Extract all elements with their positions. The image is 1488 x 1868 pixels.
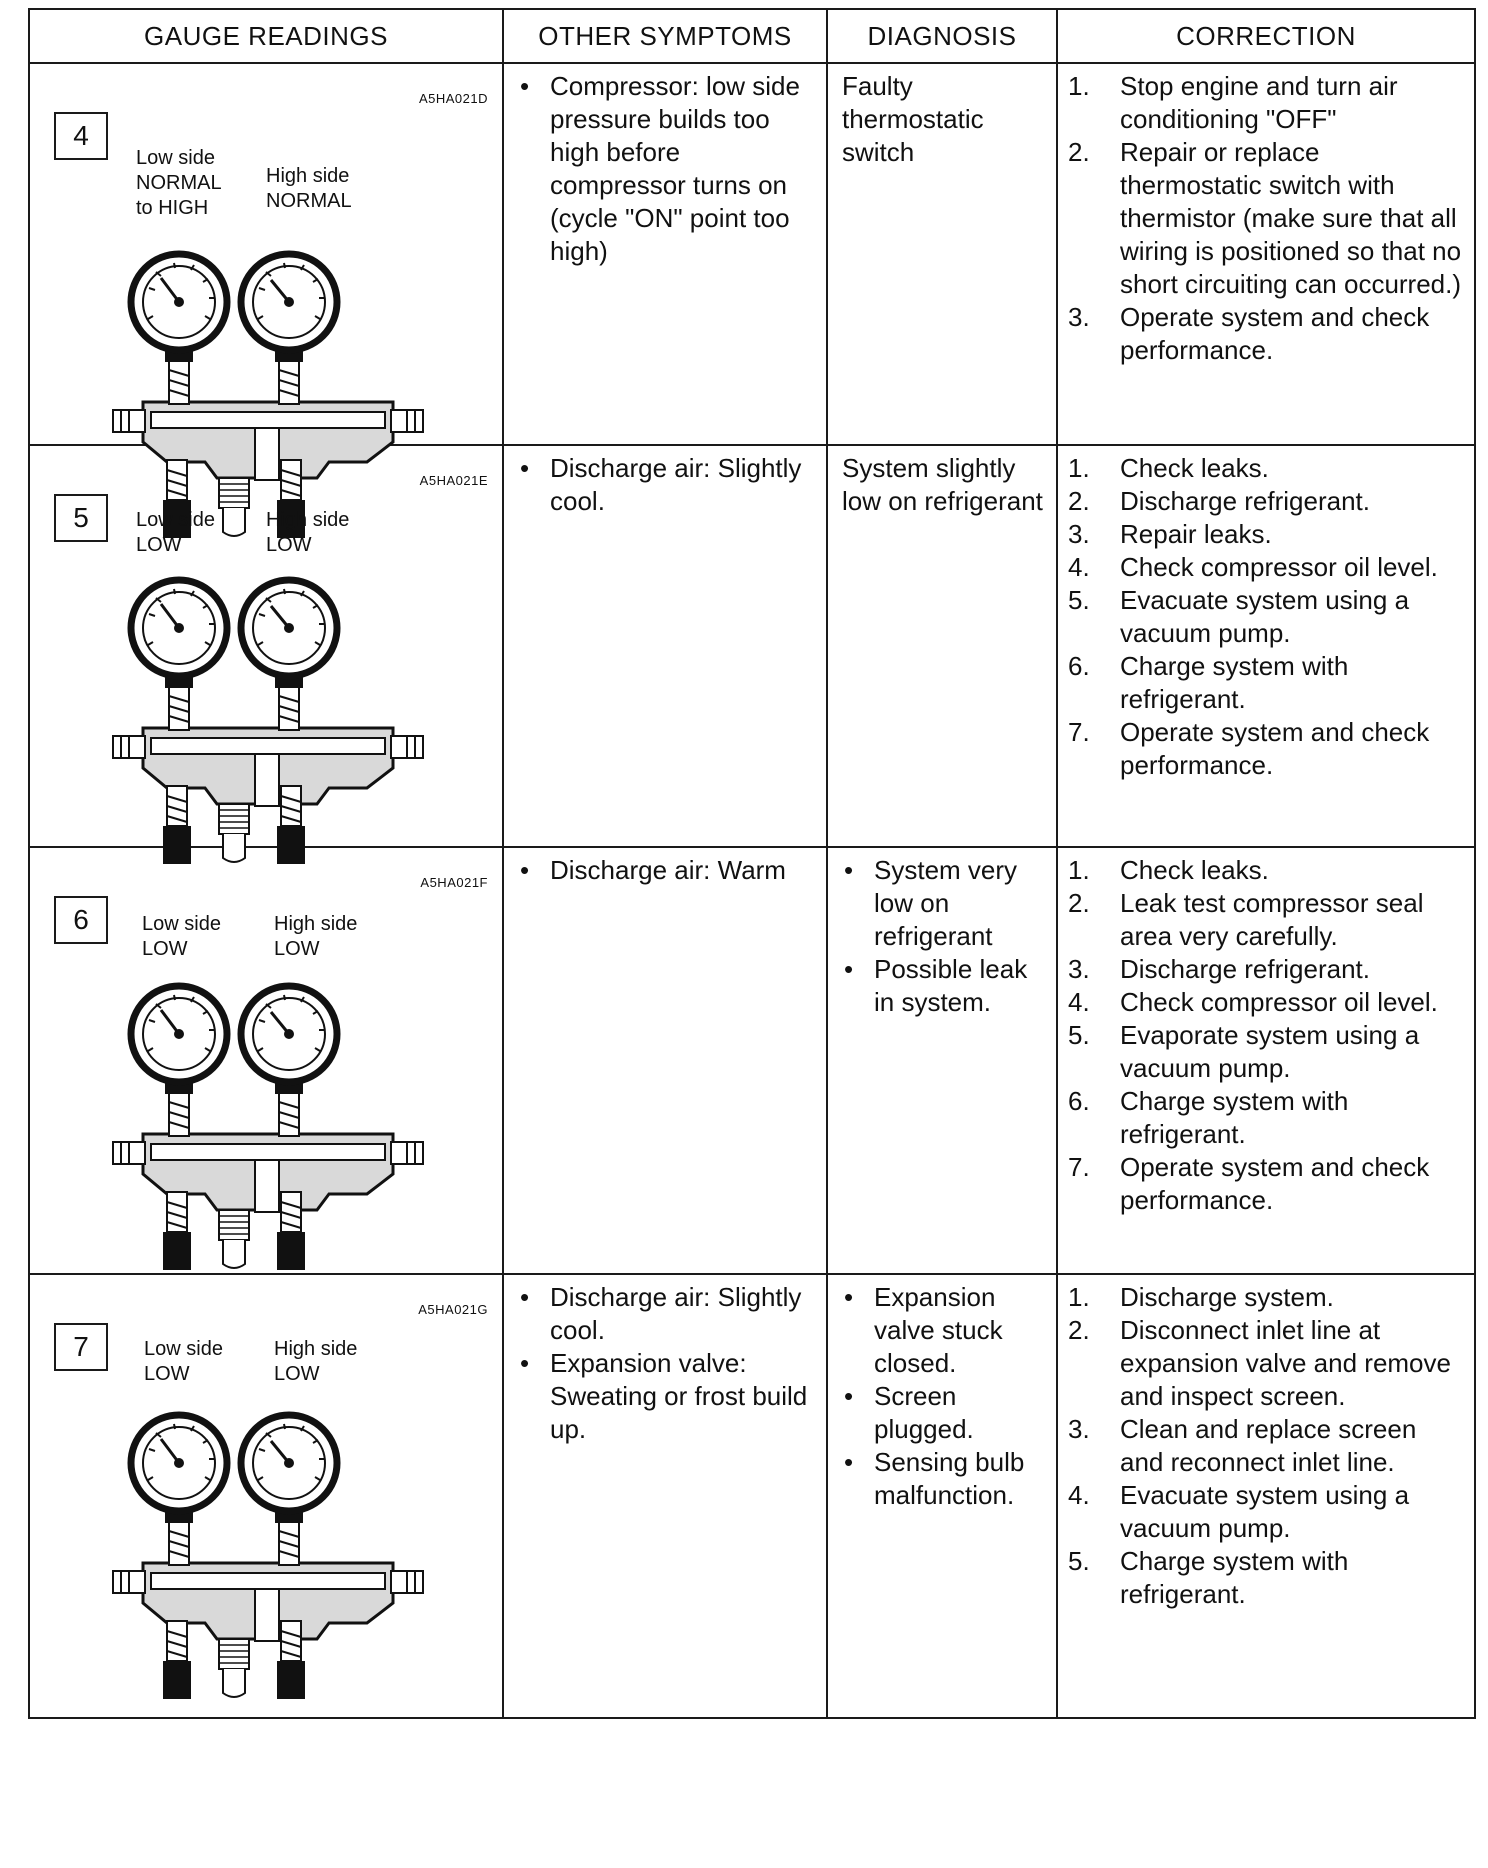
correction-cell	[1057, 847, 1475, 1274]
list-item: 1. Check leaks.	[1068, 855, 1269, 885]
high-side-label: High side LOW	[274, 1338, 358, 1385]
other-symptoms-cell	[503, 847, 827, 1274]
list-item: 2. Discharge refrigerant.	[1068, 486, 1370, 516]
list-item: 3. Clean and replace screen and reconnect inlet line.	[1068, 1414, 1417, 1477]
list-item: 5. Charge system with refrigerant.	[1068, 1546, 1349, 1609]
other-symptoms-cell	[503, 445, 827, 847]
list-item: 2. Disconnect inlet line at expansion valve and remove and inspect screen.	[1068, 1315, 1451, 1411]
figure-code: A5HA021D	[418, 91, 488, 106]
symptoms-list	[514, 452, 816, 518]
low-side-label: Low side NORMAL to HIGH	[136, 147, 222, 219]
correction-steps	[1068, 452, 1464, 782]
manifold-gauge-set-illustration	[105, 974, 431, 1274]
list-item: • Compressor: low side pressure builds too high before compressor turns on (cycle "ON" point too high)	[514, 70, 816, 268]
list-item: • Sensing bulb malfunction.	[838, 1446, 1046, 1512]
gauge-readings-cell	[29, 63, 503, 445]
list-item: • System very low on refrigerant	[838, 854, 1046, 953]
symptoms-list	[514, 1281, 816, 1446]
list-item: 4. Evacuate system using a vacuum pump.	[1068, 1480, 1410, 1543]
list-item: 4. Check compressor oil level.	[1068, 987, 1438, 1017]
high-side-label: High side LOW	[266, 509, 350, 556]
correction-steps	[1068, 854, 1464, 1217]
header-row	[29, 9, 1475, 63]
list-item: 7. Operate system and check performance.	[1068, 1152, 1430, 1215]
diagnosis-text: System slightly low on refrigerant	[842, 453, 1043, 516]
list-item: 1. Discharge system.	[1068, 1282, 1334, 1312]
diagnosis-list	[838, 854, 1046, 1019]
high-side-label: High side LOW	[274, 913, 358, 960]
list-item: 1. Stop engine and turn air conditioning "OFF"	[1068, 71, 1398, 134]
header-correction: CORRECTION	[1057, 9, 1475, 63]
list-item: 6. Charge system with refrigerant.	[1068, 1086, 1349, 1149]
table-row	[29, 63, 1475, 445]
table-row	[29, 1274, 1475, 1718]
list-item: • Discharge air: Slightly cool.	[514, 1281, 816, 1347]
low-side-label: Low side LOW	[142, 913, 221, 960]
correction-cell	[1057, 445, 1475, 847]
case-number: 4	[54, 112, 108, 160]
list-item: • Discharge air: Slightly cool.	[514, 452, 816, 518]
symptoms-list	[514, 70, 816, 268]
low-side-label: Low side LOW	[136, 509, 215, 556]
list-item: 1. Check leaks.	[1068, 453, 1269, 483]
manifold-gauge-set-illustration	[105, 1403, 431, 1703]
list-item: 2. Leak test compressor seal area very carefully.	[1068, 888, 1424, 951]
case-number: 6	[54, 896, 108, 944]
list-item: 7. Operate system and check performance.	[1068, 717, 1430, 780]
case-number: 5	[54, 494, 108, 542]
list-item: • Expansion valve: Sweating or frost build up.	[514, 1347, 816, 1446]
list-item: • Expansion valve stuck closed.	[838, 1281, 1046, 1380]
list-item: 3. Operate system and check performance.	[1068, 302, 1430, 365]
other-symptoms-cell	[503, 63, 827, 445]
diagnosis-cell	[827, 63, 1057, 445]
other-symptoms-cell	[503, 1274, 827, 1718]
diagnosis-cell	[827, 847, 1057, 1274]
diagnosis-cell	[827, 445, 1057, 847]
correction-cell	[1057, 1274, 1475, 1718]
figure-code: A5HA021E	[419, 473, 488, 488]
list-item: • Possible leak in system.	[838, 953, 1046, 1019]
correction-cell	[1057, 63, 1475, 445]
list-item: • Discharge air: Warm	[514, 854, 816, 887]
list-item: 3. Discharge refrigerant.	[1068, 954, 1370, 984]
header-other-symptoms: OTHER SYMPTOMS	[503, 9, 827, 63]
diagnosis-list	[838, 1281, 1046, 1512]
table-row	[29, 847, 1475, 1274]
symptoms-list	[514, 854, 816, 887]
list-item: 4. Check compressor oil level.	[1068, 552, 1438, 582]
list-item: 2. Repair or replace thermostatic switch with thermistor (make sure that all wiring is positioned so that no short circuiting can occurred.)	[1068, 137, 1462, 299]
low-side-label: Low side LOW	[144, 1338, 223, 1385]
gauge-readings-cell	[29, 445, 503, 847]
correction-steps	[1068, 70, 1464, 367]
list-item: 6. Charge system with refrigerant.	[1068, 651, 1349, 714]
header-gauge-readings: GAUGE READINGS	[29, 9, 503, 63]
list-item: 3. Repair leaks.	[1068, 519, 1272, 549]
gauge-readings-cell	[29, 1274, 503, 1718]
diagnosis-text: Faulty thermostatic switch	[842, 71, 984, 167]
diagnosis-table	[28, 8, 1476, 1719]
list-item: • Screen plugged.	[838, 1380, 1046, 1446]
manifold-gauge-set-illustration	[105, 568, 431, 868]
gauge-readings-cell	[29, 847, 503, 1274]
list-item: 5. Evacuate system using a vacuum pump.	[1068, 585, 1410, 648]
header-diagnosis: DIAGNOSIS	[827, 9, 1057, 63]
diagnosis-cell	[827, 1274, 1057, 1718]
figure-code: A5HA021F	[420, 875, 488, 890]
correction-steps	[1068, 1281, 1464, 1611]
high-side-label: High side NORMAL	[266, 165, 352, 212]
list-item: 5. Evaporate system using a vacuum pump.	[1068, 1020, 1420, 1083]
table-row	[29, 445, 1475, 847]
figure-code: A5HA021G	[418, 1302, 488, 1317]
case-number: 7	[54, 1323, 108, 1371]
